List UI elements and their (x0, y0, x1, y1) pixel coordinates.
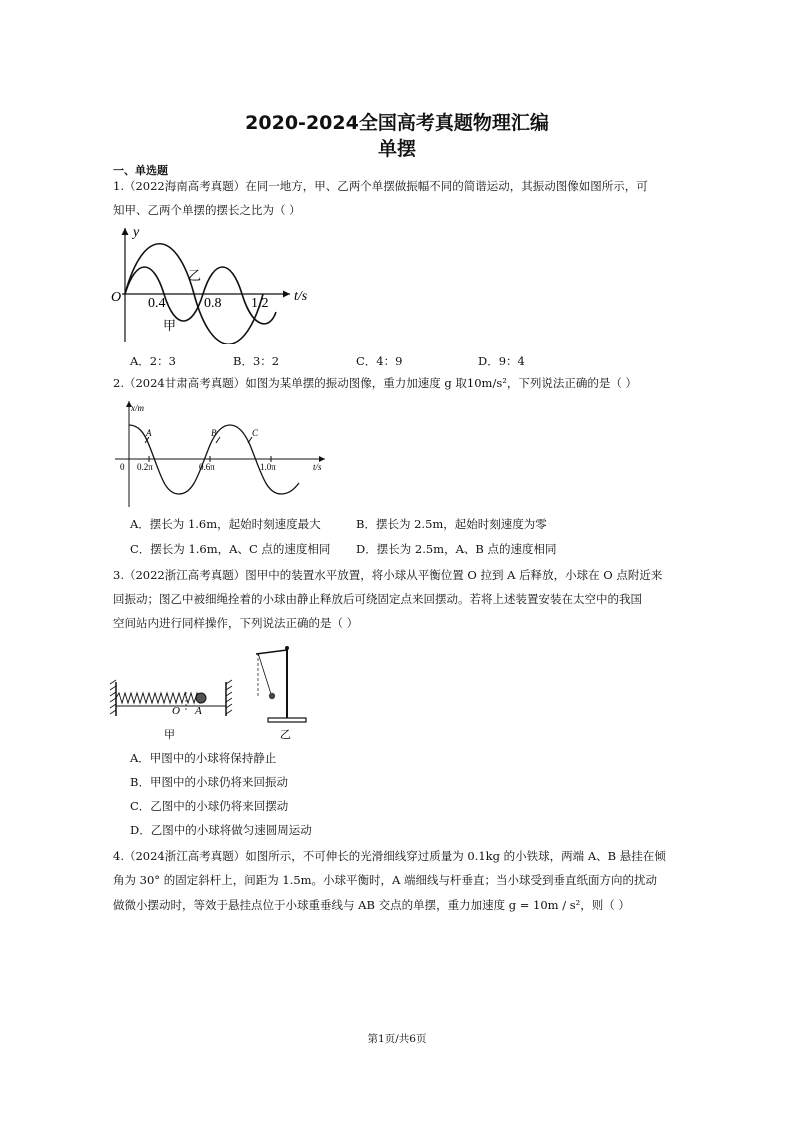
q2-point-c: C (252, 428, 259, 438)
q2-point-a: A (146, 428, 152, 438)
q2-tick-3: 1.0π (260, 462, 276, 472)
q2-point-b-arrow (216, 437, 220, 443)
q1-label-yi: 乙 (188, 268, 202, 283)
q3-line-2: 回振动；图乙中被细绳拴着的小球由静止释放后可绕固定点来回摆动。若将上述装置安装在太空中的我国 (113, 592, 642, 606)
q1-x-unit: t/s (294, 289, 308, 304)
q1-origin: O (111, 290, 122, 305)
q2-option-a[interactable]: A．摆长为 1.6m，起始时刻速度最大 (130, 517, 321, 531)
q4-line-1: 4.（2024浙江高考真题）如图所示，不可伸长的光滑细线穿过质量为 0.1kg 的小铁球，两端 A、B 悬挂在倾 (113, 849, 666, 863)
page-subtitle: 单摆 (377, 138, 416, 160)
q3-pendulum-apparatus (256, 646, 306, 722)
q1-figure (108, 222, 318, 344)
q1-line-2: 知甲、乙两个单摆的摆长之比为（ ） (113, 203, 301, 217)
section-heading: 一、单选题 (113, 164, 168, 177)
q2-option-d[interactable]: D．摆长为 2.5m，A、B 点的速度相同 (356, 542, 557, 556)
q1-tick-1: 0.4 (148, 296, 166, 311)
q3-spring-apparatus (110, 680, 232, 716)
q2-origin: 0 (120, 462, 125, 472)
q3-option-b[interactable]: B．甲图中的小球仍将来回振动 (130, 775, 288, 789)
page-footer: 第1页/共6页 (367, 1033, 427, 1045)
q3-label-o: O (172, 705, 180, 717)
q3-label-a: A (195, 705, 202, 717)
q2-x-unit: t/s (313, 462, 322, 472)
q2-tick-2: 0.6π (199, 462, 215, 472)
q1-line-1: 1.（2022海南高考真题）在同一地方，甲、乙两个单摆做振幅不同的简谐运动，其振动图像如图所示，可 (113, 179, 648, 193)
q2-point-b: B (211, 428, 217, 438)
q2-option-c[interactable]: C．摆长为 1.6m，A、C 点的速度相同 (130, 542, 331, 556)
q3-option-c[interactable]: C．乙图中的小球仍将来回摆动 (130, 799, 289, 813)
q2-figure (112, 397, 337, 509)
q3-caption-yi: 乙 (280, 729, 291, 741)
q3-figure (108, 640, 338, 742)
q2-tick-1: 0.2π (137, 462, 153, 472)
q3-line-3: 空间站内进行同样操作，下列说法正确的是（ ） (113, 616, 359, 630)
q1-option-a[interactable]: A．2：3 (130, 354, 176, 368)
q3-option-d[interactable]: D．乙图中的小球将做匀速圆周运动 (130, 823, 312, 837)
q1-option-c[interactable]: C．4：9 (356, 354, 403, 368)
q4-line-2: 角为 30° 的固定斜杆上，间距为 1.5m。小球平衡时，A 端细线与杆垂直；当小球受到垂直纸面方向的扰动 (113, 873, 657, 887)
page-title: 2020-2024全国高考真题物理汇编 (245, 112, 549, 134)
q3-line-1: 3.（2022浙江高考真题）图甲中的装置水平放置，将小球从平衡位置 O 拉到 A 后释放，小球在 O 点附近来 (113, 568, 663, 582)
q3-option-a[interactable]: A．甲图中的小球将保持静止 (130, 751, 277, 765)
q4-line-3: 做微小摆动时，等效于悬挂点位于小球重垂线与 AB 交点的单摆，重力加速度 g = 10m / s²，则（ ） (113, 898, 630, 912)
q1-label-jia: 甲 (163, 318, 177, 333)
q2-y-label: x/m (131, 403, 144, 413)
q1-option-d[interactable]: D．9：4 (478, 354, 525, 368)
q1-option-b[interactable]: B．3：2 (233, 354, 280, 368)
q1-y-label: y (133, 225, 140, 240)
q2-line-1: 2.（2024甘肃高考真题）如图为某单摆的振动图像，重力加速度 g 取10m/s²，下列说法正确的是（ ） (113, 376, 637, 390)
q2-option-b[interactable]: B．摆长为 2.5m，起始时刻速度为零 (356, 517, 547, 531)
q1-tick-3: 1.2 (251, 296, 269, 311)
q1-tick-2: 0.8 (204, 296, 222, 311)
q3-caption-jia: 甲 (164, 729, 175, 741)
